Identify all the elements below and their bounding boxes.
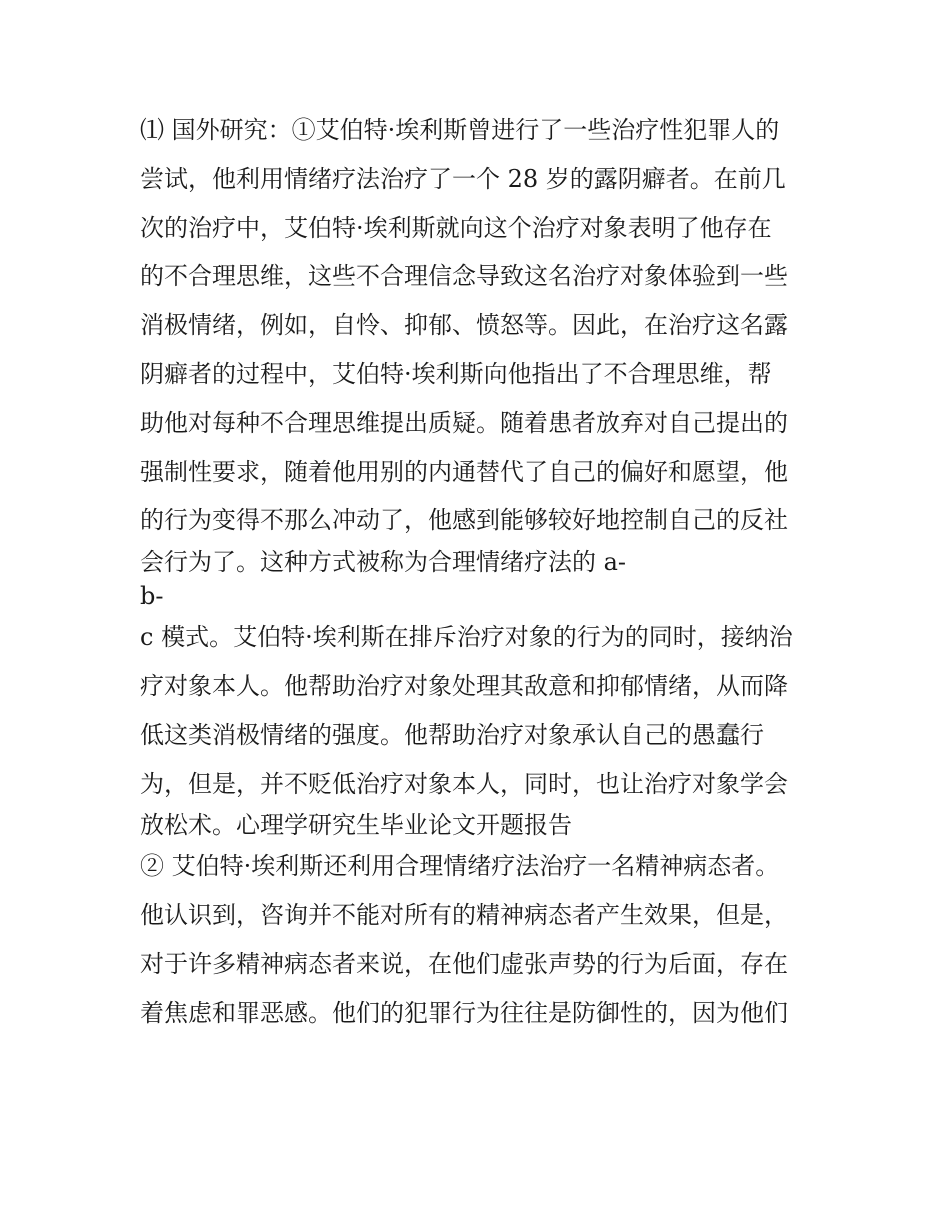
- text-line-3: 次的治疗中，艾伯特·埃利斯就向这个治疗对象表明了他存在: [140, 213, 772, 242]
- body-text: [140, 106, 830, 1038]
- text-line-13: 疗对象本人。他帮助治疗对象处理其敌意和抑郁情绪，从而降: [140, 671, 788, 700]
- text-line-10: 会行为了。这种方式被称为合理情绪疗法的 a-: [140, 548, 627, 577]
- text-line-18: 他认识到，咨询并不能对所有的精神病态者产生效果，但是，: [140, 901, 788, 930]
- text-line-7: 助他对每种不合理思维提出质疑。随着患者放弃对自己提出的: [140, 408, 788, 437]
- text-line-12: c 模式。艾伯特·埃利斯在排斥治疗对象的行为的同时，接纳治: [140, 623, 793, 652]
- text-line-5: 消极情绪，例如，自怜、抑郁、愤怒等。因此，在治疗这名露: [140, 311, 788, 340]
- text-line-15: 为，但是，并不贬低治疗对象本人，同时，也让治疗对象学会: [140, 769, 788, 798]
- text-line-19: 对于许多精神病态者来说，在他们虚张声势的行为后面，存在: [140, 949, 788, 978]
- text-line-16: 放松术。心理学研究生毕业论文开题报告: [140, 811, 572, 840]
- text-line-2: 尝试，他利用情绪疗法治疗了一个 28 岁的露阴癖者。在前几: [140, 164, 786, 193]
- text-line-17: ② 艾伯特·埃利斯还利用合理情绪疗法治疗一名精神病态者。: [140, 852, 780, 881]
- text-line-9: 的行为变得不那么冲动了，他感到能够较好地控制自己的反社: [140, 506, 788, 535]
- text-line-20: 着焦虑和罪恶感。他们的犯罪行为往往是防御性的，因为他们: [140, 998, 788, 1027]
- text-line-4: 的不合理思维，这些不合理信念导致这名治疗对象体验到一些: [140, 262, 788, 291]
- text-line-11: b-: [140, 582, 164, 611]
- text-line-1: ⑴ 国外研究：①艾伯特·埃利斯曾进行了一些治疗性犯罪人的: [140, 116, 780, 144]
- text-line-6: 阴癖者的过程中，艾伯特·埃利斯向他指出了不合理思维，帮: [140, 359, 772, 388]
- text-line-8: 强制性要求，随着他用别的内通替代了自己的偏好和愿望，他: [140, 457, 788, 486]
- text-line-14: 低这类消极情绪的强度。他帮助治疗对象承认自己的愚蠢行: [140, 720, 764, 749]
